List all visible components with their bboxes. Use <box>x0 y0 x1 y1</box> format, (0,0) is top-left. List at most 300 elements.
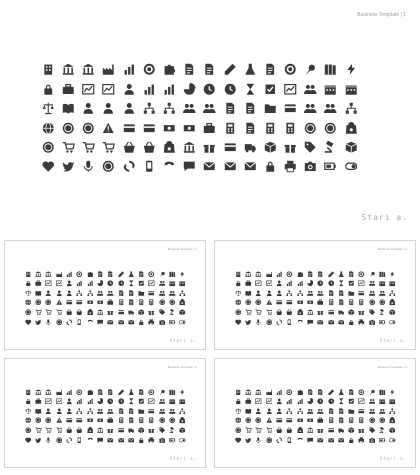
file-icon <box>326 288 336 298</box>
warning-icon <box>99 118 119 137</box>
stopwatch-icon <box>105 279 115 289</box>
credit-icon <box>326 425 336 435</box>
folder-icon <box>136 406 146 416</box>
calculator-icon <box>116 416 126 426</box>
pencil-icon <box>326 387 336 397</box>
puzzle-icon <box>159 60 179 79</box>
manager-icon <box>44 288 54 298</box>
slide-header: Business Template | 1 <box>377 247 407 251</box>
bank-icon <box>243 269 253 279</box>
handshake-icon <box>321 99 341 118</box>
mailbox-icon <box>105 317 115 327</box>
checkbox-icon <box>346 397 356 407</box>
building-icon <box>233 387 243 397</box>
battery-icon <box>321 157 341 176</box>
conference-icon <box>315 288 325 298</box>
printer-icon <box>357 435 367 445</box>
gavel-icon <box>167 425 177 435</box>
cash-register-icon <box>357 298 367 308</box>
parcel-icon <box>387 307 397 317</box>
money-bag-icon <box>177 298 187 308</box>
battery-icon <box>167 317 177 327</box>
twitter-bird-icon <box>58 157 78 176</box>
lock-icon <box>233 397 243 407</box>
puzzle-icon <box>295 269 305 279</box>
telephone-icon <box>159 157 179 176</box>
battery-icon <box>167 435 177 445</box>
open-mail-icon <box>126 317 136 327</box>
slide-thumbnail-1[interactable] <box>4 240 206 350</box>
gift-icon <box>200 138 220 157</box>
credit-icon <box>116 425 126 435</box>
present-icon <box>147 307 157 317</box>
wallet-icon <box>105 416 115 426</box>
lightning-icon <box>177 387 187 397</box>
pie-chart-icon <box>95 397 105 407</box>
lightning-icon <box>387 269 397 279</box>
invoice-icon <box>126 298 136 308</box>
user-chart-icon <box>274 279 284 289</box>
chart-up-icon <box>119 60 139 79</box>
twitter-bird-icon <box>243 435 253 445</box>
toggle-icon <box>387 317 397 327</box>
printer-icon <box>147 435 157 445</box>
invoice-icon <box>126 416 136 426</box>
meeting-icon <box>157 406 167 416</box>
briefcase-icon <box>58 79 78 98</box>
org-chart-icon <box>177 406 187 416</box>
savings-icon <box>367 416 377 426</box>
printer-icon <box>357 317 367 327</box>
microphone-icon <box>254 317 264 327</box>
calendar-icon <box>377 397 387 407</box>
museum-icon <box>254 269 264 279</box>
envelope-icon <box>116 317 126 327</box>
chart-up-icon <box>64 269 74 279</box>
id-card-icon <box>280 99 300 118</box>
toggle-icon <box>341 157 361 176</box>
wallet-icon <box>315 416 325 426</box>
checkbox-icon <box>260 79 280 98</box>
atm-icon <box>346 298 356 308</box>
target-icon <box>284 269 294 279</box>
checklist-icon <box>136 387 146 397</box>
bills-icon <box>179 118 199 137</box>
yen-coin-icon <box>38 138 58 157</box>
stopwatch-icon <box>105 397 115 407</box>
manager-icon <box>44 406 54 416</box>
basket-2-icon <box>284 307 294 317</box>
puzzle-icon <box>85 387 95 397</box>
report-icon <box>105 269 115 279</box>
card-icon <box>64 298 74 308</box>
gavel-icon <box>321 138 341 157</box>
box-icon <box>136 307 146 317</box>
hierarchy-icon <box>284 288 294 298</box>
globe-icon <box>233 416 243 426</box>
file-icon <box>220 99 240 118</box>
manager-icon <box>254 406 264 416</box>
present-icon <box>357 307 367 317</box>
newspaper-icon <box>126 406 136 416</box>
box-icon <box>346 425 356 435</box>
envelope-icon <box>326 435 336 445</box>
clipboard-icon <box>95 269 105 279</box>
id-card-icon <box>357 288 367 298</box>
slide-thumbnail-4[interactable] <box>214 358 416 468</box>
pencil-icon <box>116 387 126 397</box>
checklist-icon <box>136 269 146 279</box>
businessman-icon <box>264 288 274 298</box>
line-chart-icon <box>254 279 264 289</box>
shop-icon <box>95 307 105 317</box>
checklist-icon <box>346 269 356 279</box>
money-bag-icon <box>387 416 397 426</box>
pie-chart-icon <box>305 279 315 289</box>
calculator-icon <box>116 298 126 308</box>
bag-icon <box>85 307 95 317</box>
icon-grid <box>233 269 398 327</box>
bills-icon <box>95 298 105 308</box>
bar-chart-icon <box>139 79 159 98</box>
euro-coin-icon <box>33 298 43 308</box>
truck-icon <box>240 138 260 157</box>
team-icon <box>305 288 315 298</box>
telephone-icon <box>295 317 305 327</box>
briefcase-icon <box>33 279 43 289</box>
businesswoman-icon <box>64 288 74 298</box>
yen-coin-icon <box>23 425 33 435</box>
bar-chart-icon <box>74 397 84 407</box>
chart-up-icon <box>274 387 284 397</box>
lightning-icon <box>341 60 361 79</box>
calendar-icon <box>321 79 341 98</box>
dollar-coin-icon <box>254 416 264 426</box>
shop-icon <box>305 425 315 435</box>
line-chart-icon <box>44 279 54 289</box>
camera-icon <box>367 435 377 445</box>
credit-card-icon <box>284 416 294 426</box>
gavel-icon <box>167 307 177 317</box>
card-icon <box>64 416 74 426</box>
flowchart-icon <box>85 406 95 416</box>
flask-icon <box>336 269 346 279</box>
book-icon <box>243 406 253 416</box>
warning-icon <box>54 298 64 308</box>
padlock-icon <box>346 317 356 327</box>
sync-icon <box>64 435 74 445</box>
flowchart-icon <box>295 288 305 298</box>
gavel-icon <box>377 307 387 317</box>
checklist-icon <box>346 387 356 397</box>
pin-icon <box>367 269 377 279</box>
open-mail-icon <box>126 435 136 445</box>
conference-icon <box>315 406 325 416</box>
telephone-icon <box>85 317 95 327</box>
flowchart-icon <box>85 288 95 298</box>
meeting-icon <box>367 288 377 298</box>
cart-icon <box>243 307 253 317</box>
camera-icon <box>157 435 167 445</box>
savings-icon <box>157 416 167 426</box>
wallet-icon <box>105 298 115 308</box>
mailbox-icon <box>200 157 220 176</box>
line-chart-icon <box>78 79 98 98</box>
slide-header: Business Template | 1 <box>167 247 197 251</box>
calendar-2-icon <box>177 397 187 407</box>
bag-icon <box>295 307 305 317</box>
wallet-icon <box>315 298 325 308</box>
bank-icon <box>33 269 43 279</box>
hourglass-icon <box>126 397 136 407</box>
camera-icon <box>157 317 167 327</box>
bills-icon <box>95 416 105 426</box>
box-icon <box>260 138 280 157</box>
presentation-icon <box>357 397 367 407</box>
open-mail-icon <box>336 317 346 327</box>
shop-icon <box>95 425 105 435</box>
microphone-icon <box>44 435 54 445</box>
slide-footer-logo: Stari a. <box>169 456 197 461</box>
handshake-icon <box>377 406 387 416</box>
book-icon <box>243 288 253 298</box>
bar-chart-2-icon <box>295 397 305 407</box>
trend-icon <box>99 79 119 98</box>
building-icon <box>23 269 33 279</box>
pin-icon <box>300 60 320 79</box>
folder-icon <box>136 288 146 298</box>
presentation-icon <box>280 79 300 98</box>
chat-icon <box>305 435 315 445</box>
basket-icon <box>274 307 284 317</box>
sync-icon <box>274 317 284 327</box>
report-icon <box>315 269 325 279</box>
basket-icon <box>119 138 139 157</box>
hourglass-icon <box>240 79 260 98</box>
phone-mobile-icon <box>74 317 84 327</box>
cart-icon <box>33 307 43 317</box>
parcel-icon <box>341 138 361 157</box>
coins-icon <box>321 118 341 137</box>
tag-icon <box>157 307 167 317</box>
lock-icon <box>38 79 58 98</box>
globe-icon <box>23 298 33 308</box>
padlock-icon <box>136 317 146 327</box>
pencil-icon <box>220 60 240 79</box>
book-icon <box>33 288 43 298</box>
gift-icon <box>315 425 325 435</box>
money-icon <box>85 298 95 308</box>
businessman-icon <box>99 99 119 118</box>
chat-icon <box>179 157 199 176</box>
building-icon <box>23 387 33 397</box>
factory-icon <box>54 269 64 279</box>
factory-icon <box>99 60 119 79</box>
conference-icon <box>105 288 115 298</box>
dollar-coin-icon <box>44 298 54 308</box>
cash-register-icon <box>357 416 367 426</box>
box-icon <box>346 307 356 317</box>
envelope-icon <box>116 435 126 445</box>
warning-icon <box>54 416 64 426</box>
magnifier-icon <box>357 269 367 279</box>
slide-footer-logo: Stari a. <box>379 338 407 343</box>
museum-icon <box>44 269 54 279</box>
basket-icon <box>64 425 74 435</box>
open-mail-icon <box>240 157 260 176</box>
money-icon <box>295 416 305 426</box>
money-icon <box>85 416 95 426</box>
parcel-icon <box>177 307 187 317</box>
folder-icon <box>346 288 356 298</box>
present-icon <box>147 425 157 435</box>
credit-card-icon <box>74 416 84 426</box>
heart-icon <box>38 157 58 176</box>
savings-icon <box>367 298 377 308</box>
present-icon <box>357 425 367 435</box>
padlock-icon <box>136 435 146 445</box>
line-chart-icon <box>44 397 54 407</box>
bag-icon <box>159 138 179 157</box>
scale-icon <box>23 288 33 298</box>
slide-thumbnail-3[interactable] <box>4 358 206 468</box>
cash-register-icon <box>147 416 157 426</box>
padlock-icon <box>346 435 356 445</box>
microphone-icon <box>44 317 54 327</box>
clock-icon <box>326 397 336 407</box>
globe-icon <box>38 118 58 137</box>
cart-remove-icon <box>54 307 64 317</box>
scale-icon <box>23 406 33 416</box>
user-chart-icon <box>274 397 284 407</box>
phone-mobile-icon <box>74 435 84 445</box>
atm-icon <box>136 298 146 308</box>
museum-icon <box>254 387 264 397</box>
cart-add-icon <box>44 425 54 435</box>
handshake-icon <box>167 406 177 416</box>
truck-icon <box>336 307 346 317</box>
businesswoman-icon <box>64 406 74 416</box>
businessman-icon <box>264 406 274 416</box>
target-icon <box>74 387 84 397</box>
dollar-coin-icon <box>44 416 54 426</box>
invoice-icon <box>240 118 260 137</box>
credit-icon <box>220 138 240 157</box>
yen-coin-icon <box>233 307 243 317</box>
pie-chart-icon <box>179 79 199 98</box>
checkbox-icon <box>136 279 146 289</box>
puzzle-icon <box>295 387 305 397</box>
lock-icon <box>23 279 33 289</box>
manager-icon <box>254 288 264 298</box>
user-chart-icon <box>64 279 74 289</box>
lightning-icon <box>387 387 397 397</box>
phone-mobile-icon <box>139 157 159 176</box>
magnifier-icon <box>147 387 157 397</box>
file-icon <box>326 406 336 416</box>
folder-icon <box>260 99 280 118</box>
cart-remove-icon <box>54 425 64 435</box>
calculator-icon <box>326 416 336 426</box>
euro-coin-icon <box>243 298 253 308</box>
warning-icon <box>264 416 274 426</box>
calendar-icon <box>167 397 177 407</box>
clipboard-icon <box>95 387 105 397</box>
envelope-icon <box>326 317 336 327</box>
calendar-2-icon <box>387 397 397 407</box>
lock-icon <box>233 279 243 289</box>
slide-thumbnail-2[interactable] <box>214 240 416 350</box>
twitter-bird-icon <box>243 317 253 327</box>
chart-up-icon <box>274 269 284 279</box>
heart-icon <box>233 317 243 327</box>
pin-icon <box>157 387 167 397</box>
basket-2-icon <box>74 425 84 435</box>
bar-chart-2-icon <box>85 397 95 407</box>
truck-icon <box>126 425 136 435</box>
dollar-coin-icon <box>254 298 264 308</box>
presentation-icon <box>147 279 157 289</box>
presentation-icon <box>357 279 367 289</box>
id-card-icon <box>147 406 157 416</box>
calendar-2-icon <box>387 279 397 289</box>
cart-add-icon <box>254 307 264 317</box>
microphone-icon <box>254 435 264 445</box>
envelope-icon <box>220 157 240 176</box>
bar-chart-icon <box>74 279 84 289</box>
tag-icon <box>300 138 320 157</box>
yen-coin-icon <box>233 425 243 435</box>
camera-icon <box>300 157 320 176</box>
briefcase-icon <box>243 279 253 289</box>
cart-icon <box>243 425 253 435</box>
newspaper-icon <box>336 288 346 298</box>
folder-icon <box>346 406 356 416</box>
cart-remove-icon <box>264 425 274 435</box>
euro-coin-icon <box>33 416 43 426</box>
savings-icon <box>157 298 167 308</box>
checkbox-icon <box>136 397 146 407</box>
bar-chart-2-icon <box>295 279 305 289</box>
truck-icon <box>336 425 346 435</box>
chat-icon <box>305 317 315 327</box>
icon-grid <box>23 269 188 327</box>
slide-footer-logo: Stari a. <box>379 456 407 461</box>
manager-icon <box>78 99 98 118</box>
globe-icon <box>233 298 243 308</box>
slide-footer-logo: Stari a. <box>169 338 197 343</box>
conference-icon <box>105 406 115 416</box>
atm-icon <box>136 416 146 426</box>
hourglass-icon <box>336 397 346 407</box>
org-chart-icon <box>387 288 397 298</box>
bank-icon <box>58 60 78 79</box>
heart-icon <box>23 317 33 327</box>
sync-icon <box>119 157 139 176</box>
bar-chart-icon <box>284 279 294 289</box>
books-icon <box>167 269 177 279</box>
savings-icon <box>300 118 320 137</box>
heart-icon <box>23 435 33 445</box>
slide-footer-logo: Stari a. <box>361 213 408 222</box>
cart-remove-icon <box>264 307 274 317</box>
books-icon <box>167 387 177 397</box>
bag-icon <box>85 425 95 435</box>
line-chart-icon <box>254 397 264 407</box>
tag-icon <box>367 307 377 317</box>
pin-icon <box>157 269 167 279</box>
flask-icon <box>126 387 136 397</box>
